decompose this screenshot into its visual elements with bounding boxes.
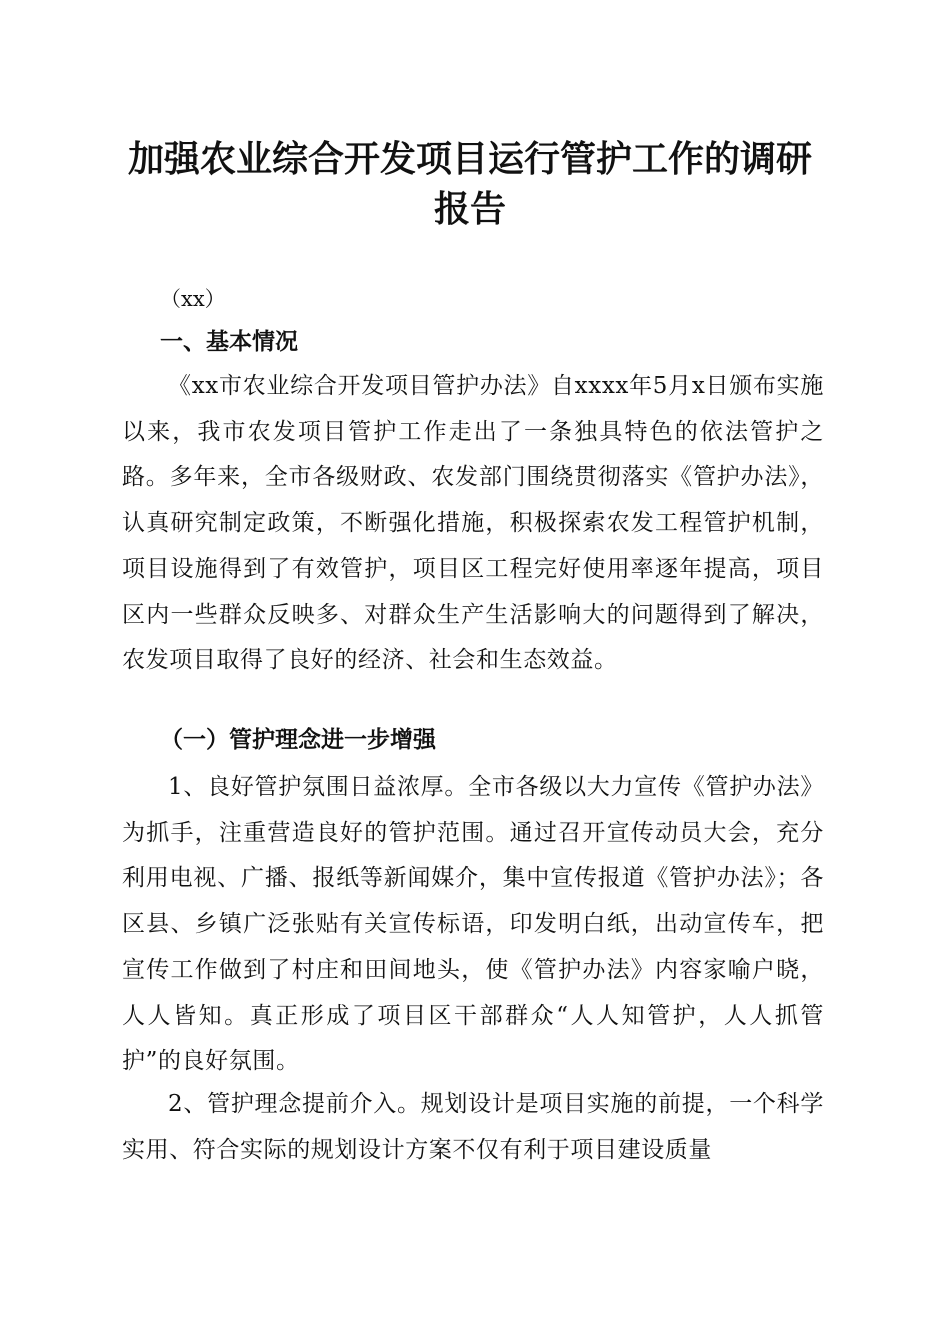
subsection-heading-management-concept: （一）管护理念进一步增强 <box>160 726 436 753</box>
paragraph-intro: 《xx市农业综合开发项目管护办法》自xxxx年5月x日颁布实施以来，我市农发项目管护工作走出了一条独具特色的依法管护之路。多年来，全市各级财政、农发部门围绕贯彻落实《管护办法》，认真研究制定政策，不断强化措施，积极探索农发工程管护机制，项目设施得到了有效管护，项目区工程完好使用率逐年提高，项目区内一些群众反映多、对群众生产生活影响大的问题得到了解决，农发项目取得了良好的经济、社会和生态效益。 <box>122 373 824 674</box>
section-heading-basic-situation: 一、基本情况 <box>160 329 298 355</box>
paragraph-atmosphere: 1、良好管护氛围日益浓厚。全市各级以大力宣传《管护办法》为抓手，注重营造良好的管护范围。通过召开宣传动员大会，充分利用电视、广播、报纸等新闻媒介，集中宣传报道《管护办法》；各区县、乡镇广泛张贴有关宣传标语，印发明白纸，出动宣传车，把宣传工作做到了村庄和田间地头，使《管护办法》内容家喻户晓，人人皆知。真正形成了项目区干部群众“人人知管护，人人抓管护”的良好氛围。 <box>122 774 824 1075</box>
document-title: 加强农业综合开发项目运行管护工作的调研报告 <box>127 138 812 230</box>
paragraph-early-intervention: 2、管护理念提前介入。规划设计是项目实施的前提，一个科学实用、符合实际的规划设计方案不仅有利于项目建设质量 <box>122 1091 824 1163</box>
author-line: （xx） <box>160 287 226 311</box>
